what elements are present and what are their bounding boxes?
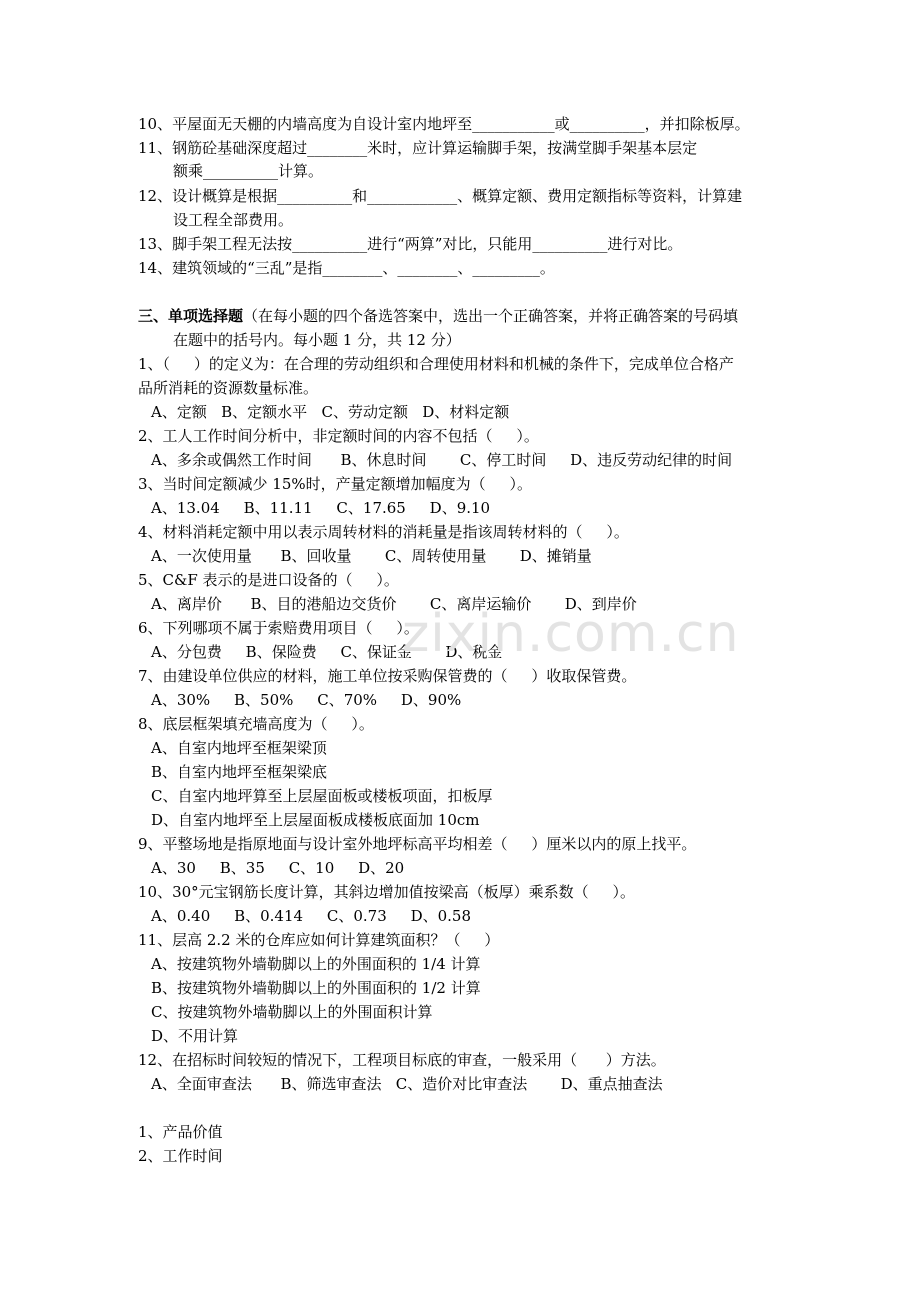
fill-in-q13: 13、脚手架工程无法按__________进行“两算”对比，只能用__________进行对比。 <box>138 235 683 253</box>
question-8-option-d: D、自室内地坪至上层屋面板成楼板底面加 10cm <box>151 811 480 829</box>
term-1: 1、产品价值 <box>138 1123 223 1141</box>
question-6: 6、下列哪项不属于索赔费用项目（ ）。 <box>138 619 419 637</box>
question-5-options: A、离岸价 B、目的港船边交货价 C、离岸运输价 D、到岸价 <box>151 595 637 613</box>
question-8-option-a: A、自室内地坪至框架梁顶 <box>151 739 327 757</box>
question-6-options: A、分包费 B、保险费 C、保证金 D、税金 <box>151 643 503 661</box>
question-3: 3、当时间定额减少 15%时，产量定额增加幅度为（ ）。 <box>138 475 532 493</box>
fill-in-q12-line1: 12、设计概算是根据__________和____________、概算定额、费用定额指标等资料，计算建 <box>138 187 743 205</box>
question-9: 9、平整场地是指原地面与设计室外地坪标高平均相差（ ）厘米以内的原上找平。 <box>138 835 697 853</box>
question-7-options: A、30% B、50% C、70% D、90% <box>151 691 462 709</box>
question-12: 12、在招标时间较短的情况下，工程项目标底的审查，一般采用（ ）方法。 <box>138 1051 666 1069</box>
term-2: 2、工作时间 <box>138 1147 223 1165</box>
question-5: 5、C&F 表示的是进口设备的（ ）。 <box>138 571 399 589</box>
fill-in-q11-line1: 11、钢筋砼基础深度超过________米时，应计算运输脚手架，按满堂脚手架基本层定 <box>138 139 698 157</box>
question-2: 2、工人工作时间分析中，非定额时间的内容不包括（ ）。 <box>138 427 539 445</box>
fill-in-q11-line2: 额乘__________计算。 <box>173 162 324 180</box>
question-11: 11、层高 2.2 米的仓库应如何计算建筑面积？（ ） <box>138 931 500 949</box>
section-instruction-line2: 在题中的括号内。每小题 1 分，共 12 分） <box>173 331 461 349</box>
question-1-options: A、定额 B、定额水平 C、劳动定额 D、材料定额 <box>151 403 510 421</box>
section-heading-line1 <box>138 306 738 326</box>
question-7: 7、由建设单位供应的材料，施工单位按采购保管费的（ ）收取保管费。 <box>138 667 637 685</box>
question-8-option-b: B、自室内地坪至框架梁底 <box>151 763 328 781</box>
question-11-option-d: D、不用计算 <box>151 1027 239 1045</box>
section-heading: 三、单项选择题 <box>138 307 244 325</box>
question-12-options: A、全面审查法 B、筛选审查法 C、造价对比审查法 D、重点抽查法 <box>151 1075 663 1093</box>
question-4: 4、材料消耗定额中用以表示周转材料的消耗量是指该周转材料的（ ）。 <box>138 523 629 541</box>
question-4-options: A、一次使用量 B、回收量 C、周转使用量 D、摊销量 <box>151 547 592 565</box>
question-8-option-c: C、自室内地坪算至上层屋面板或楼板项面，扣板厚 <box>151 787 493 805</box>
fill-in-q14: 14、建筑领域的“三乱”是指________、________、_________。 <box>138 259 555 277</box>
question-10-options: A、0.40 B、0.414 C、0.73 D、0.58 <box>151 907 472 925</box>
question-3-options: A、13.04 B、11.11 C、17.65 D、9.10 <box>151 499 491 517</box>
question-8: 8、底层框架填充墙高度为（ ）。 <box>138 715 374 733</box>
question-11-option-b: B、按建筑物外墙勒脚以上的外围面积的 1/2 计算 <box>151 979 481 997</box>
fill-in-q10: 10、平屋面无天棚的内墙高度为自设计室内地坪至___________或__________，并扣除板厚。 <box>138 115 750 133</box>
question-1-line1: 1、（ ）的定义为：在合理的劳动组织和合理使用材料和机械的条件下，完成单位合格产 <box>138 355 734 373</box>
question-1-line2: 品所消耗的资源数量标准。 <box>138 379 319 397</box>
question-9-options: A、30 B、35 C、10 D、20 <box>151 859 405 877</box>
question-10: 10、30°元宝钢筋长度计算，其斜边增加值按梁高（板厚）乘系数（ ）。 <box>138 883 636 901</box>
section-instruction: （在每小题的四个备选答案中，选出一个正确答案，并将正确答案的号码填 <box>243 307 739 325</box>
watermark: zixin.com.cn <box>402 604 740 664</box>
question-11-option-c: C、按建筑物外墙勒脚以上的外围面积计算 <box>151 1003 433 1021</box>
question-2-options: A、多余或偶然工作时间 B、休息时间 C、停工时间 D、违反劳动纪律的时间 <box>151 451 733 469</box>
fill-in-q12-line2: 设工程全部费用。 <box>173 211 294 229</box>
question-11-option-a: A、按建筑物外墙勒脚以上的外围面积的 1/4 计算 <box>151 955 481 973</box>
